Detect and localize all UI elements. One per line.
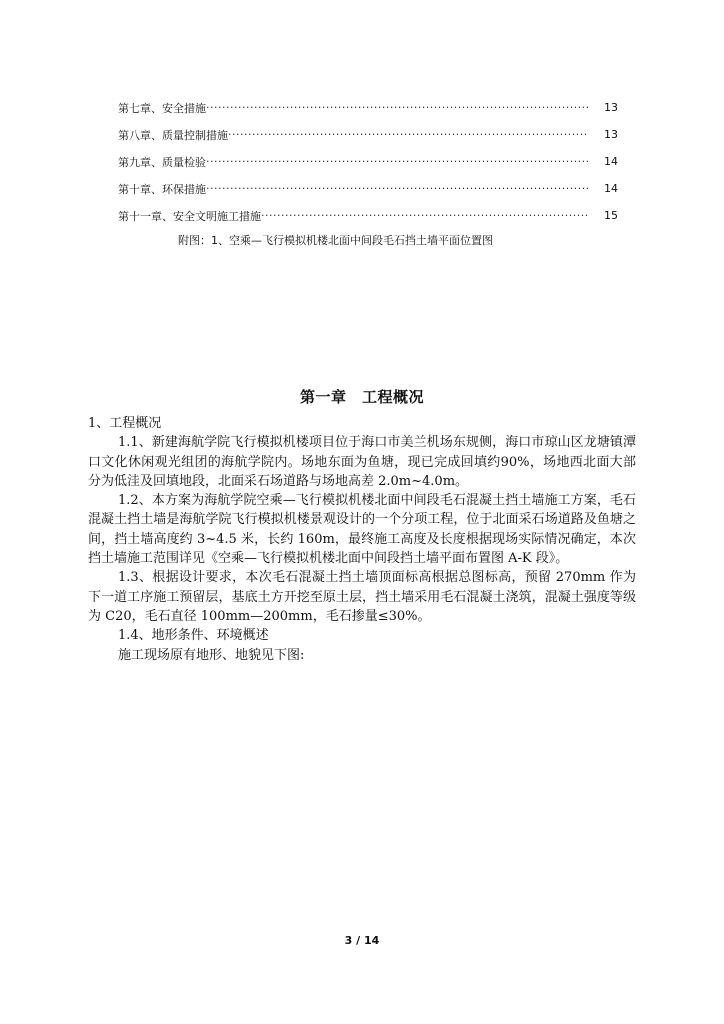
toc-entry[interactable] xyxy=(118,202,618,229)
toc-entry[interactable] xyxy=(118,175,618,202)
toc-entry-title: 第七章、安全措施 xyxy=(118,101,206,115)
paragraph-1-3: 1.3、根据设计要求，本次毛石混凝土挡土墙顶面标高根据总图标高，预留 270mm 作为下一道工序施工预留层，基底土方开挖至原土层，挡土墙采用毛石混凝土浇筑，混凝土强度等级为 C20，毛石直径 100mm—200mm，毛石掺量≤30%。 xyxy=(88,570,636,624)
toc-entry-title: 第十一章、安全文明施工措施 xyxy=(118,209,261,223)
paragraph-1-4-text: 施工现场原有地形、地貌见下图: xyxy=(118,647,305,663)
toc-entry[interactable] xyxy=(118,148,618,175)
paragraph-1-2: 1.2、本方案为海航学院空乘—飞行模拟机楼北面中间段毛石混凝土挡土墙施工方案，毛石混凝土挡土墙是海航学院飞行模拟机楼景观设计的一个分项工程，位于北面采石场道路及鱼塘之间，挡土墙高度约 3~4.5 米，长约 160m，最终施工高度及长度根据现场实际情况确定，本次挡土墙施工范围详见《空乘—飞行模拟机楼北面中间段挡土墙平面布置图 A-K 段》。 xyxy=(88,493,636,567)
page-number: 3 / 14 xyxy=(344,934,380,947)
toc-leader-dots xyxy=(206,155,588,168)
toc-entry-page: 14 xyxy=(604,155,618,168)
toc-leader-dots xyxy=(228,128,588,141)
document-body xyxy=(88,414,636,665)
toc-entry-page: 14 xyxy=(604,182,618,195)
toc-entry[interactable] xyxy=(118,121,618,148)
appendix-line: 附图：1、空乘—飞行模拟机楼北面中间段毛石挡土墙平面位置图 xyxy=(178,234,493,247)
toc-leader-dots xyxy=(206,182,588,195)
toc-entry[interactable] xyxy=(118,94,618,121)
toc-entry-page: 15 xyxy=(604,209,618,222)
toc-entry-title: 第十章、环保措施 xyxy=(118,182,206,196)
toc-entry-title: 第九章、质量检验 xyxy=(118,155,206,169)
section-heading: 1、工程概况 xyxy=(88,416,162,431)
table-of-contents xyxy=(118,94,618,229)
toc-entry-title: 第八章、质量控制措施 xyxy=(118,128,228,142)
chapter-title: 第一章 工程概况 xyxy=(299,388,424,406)
toc-leader-dots xyxy=(261,209,588,222)
toc-entry-page: 13 xyxy=(604,101,618,114)
toc-entry-page: 13 xyxy=(604,128,618,141)
paragraph-1-1: 1.1、新建海航学院飞行模拟机楼项目位于海口市美兰机场东规侧，海口市琼山区龙塘镇潭口文化休闲观光组团的海航学院内。场地东面为鱼塘，现已完成回填约90%，场地西北面大部分为低洼及回填地段，北面采石场道路与场地高差 2.0m~4.0m。 xyxy=(88,435,636,489)
subsection-heading-1-4: 1.4、地形条件、环境概述 xyxy=(118,628,269,644)
toc-leader-dots xyxy=(206,101,588,114)
